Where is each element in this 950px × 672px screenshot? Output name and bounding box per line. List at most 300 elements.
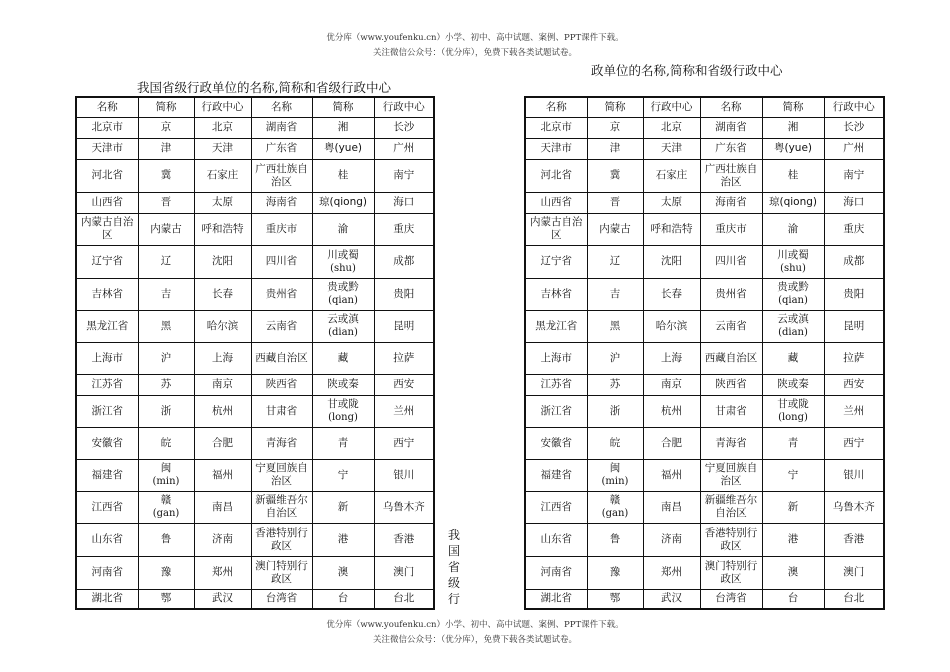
table-cell bbox=[824, 138, 884, 159]
cell-text: 昆明 bbox=[843, 319, 865, 332]
cell-text: 晋 bbox=[160, 196, 172, 208]
table-row bbox=[76, 138, 434, 159]
table-cell bbox=[194, 427, 251, 459]
table-cell bbox=[76, 159, 138, 192]
table-cell bbox=[76, 556, 138, 589]
table-cell bbox=[138, 192, 194, 213]
cell-text: 冀 bbox=[609, 169, 621, 181]
table-cell bbox=[700, 342, 762, 374]
cell-text: 武汉 bbox=[212, 592, 233, 605]
table-cell bbox=[76, 342, 138, 374]
column-header: 名称 bbox=[700, 97, 762, 117]
cell-text: 西安 bbox=[393, 378, 415, 390]
table-cell bbox=[312, 374, 374, 395]
table-row bbox=[525, 374, 884, 395]
table-cell bbox=[587, 459, 643, 491]
cell-text: 南京 bbox=[212, 378, 233, 390]
table-cell bbox=[138, 245, 194, 278]
table-cell bbox=[312, 117, 374, 138]
cell-text: 哈尔滨 bbox=[206, 319, 239, 332]
cell-text: 广西壮族自治区 bbox=[255, 162, 308, 188]
footer-line-2: 关注微信公众号：（优分库），免费下载各类试题试卷。 bbox=[372, 635, 577, 645]
table-cell bbox=[525, 192, 587, 213]
cell-text: 长沙 bbox=[393, 121, 415, 133]
cell-text: 北京市 bbox=[540, 121, 572, 133]
table-cell bbox=[138, 342, 194, 374]
cell-text: 澳门特别行政区 bbox=[255, 559, 308, 585]
cell-text: 渝 bbox=[337, 222, 349, 235]
cell-text: 上海市 bbox=[540, 351, 572, 364]
cell-text: 云或滇 bbox=[327, 313, 359, 325]
table-cell bbox=[525, 556, 587, 589]
table-cell bbox=[824, 117, 884, 138]
cell-text: 琼(qiong) bbox=[768, 196, 818, 208]
cell-text: 福建省 bbox=[91, 468, 123, 481]
table-cell bbox=[312, 523, 374, 556]
cell-text: 哈尔滨 bbox=[655, 319, 688, 332]
cell-text: 浙江省 bbox=[540, 404, 572, 417]
table-cell bbox=[194, 491, 251, 523]
table-cell bbox=[824, 459, 884, 491]
cell-text: 北京市 bbox=[91, 121, 123, 133]
table-row bbox=[76, 395, 434, 427]
cell-text: 宁夏回族自治区 bbox=[704, 462, 758, 487]
cell-text: 桂 bbox=[787, 169, 799, 181]
cell-text: 辽 bbox=[160, 255, 172, 267]
table-row bbox=[525, 213, 884, 245]
column-header: 简称 bbox=[587, 97, 643, 117]
table-cell bbox=[251, 427, 312, 459]
cell-text: 上海 bbox=[212, 351, 233, 364]
table-row bbox=[525, 459, 884, 491]
table-cell bbox=[824, 278, 884, 310]
table-cell bbox=[312, 427, 374, 459]
cell-text: 郑州 bbox=[212, 566, 233, 578]
table-cell bbox=[312, 159, 374, 192]
cell-text: 福州 bbox=[212, 468, 233, 481]
table-cell bbox=[762, 278, 824, 310]
table-cell bbox=[251, 556, 312, 589]
table-row bbox=[525, 192, 884, 213]
table-cell bbox=[251, 395, 312, 427]
left-province-table bbox=[75, 96, 435, 610]
cell-text: 福建省 bbox=[540, 468, 572, 481]
cell-text: 吉 bbox=[160, 287, 172, 300]
table-cell bbox=[138, 589, 194, 609]
cell-text: 郑州 bbox=[661, 566, 682, 578]
cell-text: 昆明 bbox=[393, 319, 415, 332]
table-cell bbox=[76, 278, 138, 310]
table-cell bbox=[194, 374, 251, 395]
cell-text: 长沙 bbox=[843, 121, 865, 133]
cell-text: 新疆维吾尔自治区 bbox=[704, 494, 758, 519]
table-cell bbox=[700, 159, 762, 192]
cell-text: 天津市 bbox=[91, 142, 123, 154]
cell-text: 鲁 bbox=[160, 533, 172, 545]
cell-text: 贵州省 bbox=[715, 287, 747, 300]
table-cell bbox=[643, 395, 700, 427]
cell-text: 闽 bbox=[160, 462, 172, 474]
table-cell bbox=[824, 310, 884, 342]
table-cell bbox=[251, 342, 312, 374]
table-cell bbox=[76, 374, 138, 395]
cell-text: 甘肃省 bbox=[265, 404, 298, 417]
cell-text: 江苏省 bbox=[91, 378, 123, 390]
cell-text: 皖 bbox=[609, 436, 621, 449]
cell-text: 港 bbox=[787, 533, 799, 545]
cell-text: 晋 bbox=[609, 196, 621, 208]
table-row bbox=[76, 310, 434, 342]
cell-text: 拉萨 bbox=[393, 351, 415, 364]
table-cell bbox=[194, 395, 251, 427]
table-cell bbox=[374, 342, 434, 374]
cell-text: 乌鲁木齐 bbox=[382, 500, 425, 513]
table-cell bbox=[251, 159, 312, 192]
table-cell bbox=[643, 523, 700, 556]
cell-text: 湘 bbox=[337, 121, 349, 133]
cell-text: 太原 bbox=[212, 196, 233, 208]
cell-pinyin: (dian) bbox=[778, 327, 808, 338]
cell-text: 海南省 bbox=[715, 196, 747, 208]
cell-pinyin: (qian) bbox=[328, 295, 358, 306]
cell-text: 香港特别行政区 bbox=[704, 526, 758, 552]
table-cell bbox=[251, 245, 312, 278]
table-cell bbox=[587, 192, 643, 213]
table-cell bbox=[824, 589, 884, 609]
cell-text: 甘或陇 bbox=[777, 398, 809, 410]
cell-text: 银川 bbox=[843, 468, 865, 481]
cell-pinyin: (min) bbox=[601, 476, 629, 487]
table-cell bbox=[374, 459, 434, 491]
table-cell bbox=[525, 427, 587, 459]
cell-text: 云或滇 bbox=[777, 313, 809, 325]
cell-text: 南京 bbox=[661, 378, 682, 390]
cell-text: 云南省 bbox=[265, 319, 298, 332]
column-header: 简称 bbox=[762, 97, 824, 117]
table-cell bbox=[374, 138, 434, 159]
table-cell bbox=[76, 523, 138, 556]
cell-text: 青海省 bbox=[715, 436, 747, 449]
cell-text: 上海市 bbox=[91, 351, 123, 364]
table-row bbox=[76, 459, 434, 491]
cell-text: 拉萨 bbox=[843, 351, 865, 364]
cell-text: 沈阳 bbox=[661, 255, 682, 267]
cell-text: 澳门特别行政区 bbox=[704, 559, 758, 585]
table-cell bbox=[587, 395, 643, 427]
table-row bbox=[76, 374, 434, 395]
cell-text: 黑龙江省 bbox=[535, 319, 578, 332]
cell-text: 重庆 bbox=[393, 222, 415, 235]
cell-text: 沈阳 bbox=[212, 255, 233, 267]
cell-text: 湖南省 bbox=[715, 121, 747, 133]
cell-text: 呼和浩特 bbox=[650, 222, 693, 235]
cell-text: 山西省 bbox=[540, 196, 572, 208]
table-cell bbox=[251, 117, 312, 138]
cell-text: 赣 bbox=[160, 494, 172, 506]
cell-text: 江西省 bbox=[91, 500, 123, 513]
table-row bbox=[525, 159, 884, 192]
cell-text: 太原 bbox=[661, 196, 682, 208]
table-cell bbox=[587, 138, 643, 159]
cell-pinyin: (shu) bbox=[330, 262, 356, 274]
cell-text: 广西壮族自治区 bbox=[704, 162, 758, 188]
cell-text: 内蒙古自治区 bbox=[81, 216, 134, 241]
table-cell bbox=[824, 342, 884, 374]
cell-text: 南宁 bbox=[393, 169, 415, 181]
table-cell bbox=[525, 310, 587, 342]
table-cell bbox=[525, 138, 587, 159]
cell-text: 浙 bbox=[160, 404, 172, 417]
cell-text: 新 bbox=[337, 500, 349, 513]
cell-pinyin: (long) bbox=[778, 412, 808, 423]
cell-text: 贵或黔 bbox=[777, 281, 809, 293]
table-cell bbox=[700, 523, 762, 556]
cell-text: 北京 bbox=[212, 121, 233, 133]
column-header: 行政中心 bbox=[824, 97, 884, 117]
cell-text: 沪 bbox=[609, 351, 621, 364]
table-cell bbox=[824, 245, 884, 278]
cell-text: 台 bbox=[337, 592, 349, 605]
cell-text: 黑 bbox=[160, 319, 172, 332]
table-cell bbox=[312, 395, 374, 427]
table-cell bbox=[374, 245, 434, 278]
cell-text: 豫 bbox=[609, 566, 621, 578]
table-cell bbox=[76, 192, 138, 213]
table-cell bbox=[138, 117, 194, 138]
header-line-2: 关注微信公众号：（优分库），免费下载各类试题试卷。 bbox=[372, 48, 577, 58]
table-cell bbox=[587, 342, 643, 374]
table-cell bbox=[138, 395, 194, 427]
table-cell bbox=[374, 556, 434, 589]
cell-text: 冀 bbox=[160, 169, 172, 181]
table-cell bbox=[76, 245, 138, 278]
cell-text: 青 bbox=[337, 436, 349, 449]
cell-text: 黑龙江省 bbox=[86, 319, 129, 332]
cell-text: 广东省 bbox=[265, 142, 298, 154]
table-cell bbox=[587, 213, 643, 245]
table-cell bbox=[824, 491, 884, 523]
cell-text: 武汉 bbox=[661, 592, 682, 605]
table-cell bbox=[762, 159, 824, 192]
cell-text: 澳 bbox=[337, 566, 349, 578]
table-cell bbox=[700, 459, 762, 491]
table-cell bbox=[194, 138, 251, 159]
cell-text: 海口 bbox=[393, 196, 415, 208]
cell-text: 济南 bbox=[212, 533, 233, 545]
table-cell bbox=[76, 138, 138, 159]
table-cell bbox=[251, 459, 312, 491]
table-row bbox=[525, 245, 884, 278]
table-cell bbox=[643, 192, 700, 213]
table-cell bbox=[312, 213, 374, 245]
table-cell bbox=[824, 395, 884, 427]
table-row bbox=[525, 278, 884, 310]
table-cell bbox=[525, 491, 587, 523]
cell-text: 长春 bbox=[661, 287, 682, 300]
cell-text: 吉林省 bbox=[540, 287, 572, 300]
table-cell bbox=[700, 245, 762, 278]
table-row bbox=[76, 213, 434, 245]
table-cell bbox=[374, 374, 434, 395]
cell-text: 鲁 bbox=[609, 533, 621, 545]
table-header-row bbox=[525, 97, 884, 117]
cell-text: 天津市 bbox=[540, 142, 572, 154]
cell-pinyin: (min) bbox=[152, 476, 180, 487]
table-cell bbox=[76, 427, 138, 459]
table-cell bbox=[700, 395, 762, 427]
cell-text: 湖南省 bbox=[265, 121, 298, 133]
table-cell bbox=[700, 192, 762, 213]
table-cell bbox=[700, 491, 762, 523]
table-cell bbox=[587, 427, 643, 459]
right-table-title: 政单位的名称,简称和省级行政中心 bbox=[591, 63, 783, 78]
table-cell bbox=[138, 491, 194, 523]
table-cell bbox=[762, 310, 824, 342]
table-cell bbox=[700, 213, 762, 245]
table-cell bbox=[643, 245, 700, 278]
table-cell bbox=[824, 159, 884, 192]
vertical-title-fragment: 我国省级行 bbox=[447, 528, 460, 606]
cell-text: 重庆市 bbox=[265, 222, 298, 235]
cell-text: 新 bbox=[787, 500, 799, 513]
cell-text: 青 bbox=[787, 436, 799, 449]
cell-text: 济南 bbox=[661, 533, 682, 545]
cell-text: 粤(yue) bbox=[773, 142, 813, 154]
cell-text: 甘肃省 bbox=[715, 404, 747, 417]
cell-text: 台湾省 bbox=[265, 592, 298, 605]
cell-text: 青海省 bbox=[265, 436, 298, 449]
table-cell bbox=[312, 589, 374, 609]
table-row bbox=[76, 342, 434, 374]
table-cell bbox=[374, 213, 434, 245]
cell-text: 江西省 bbox=[540, 500, 572, 513]
cell-text: 吉 bbox=[609, 287, 621, 300]
cell-text: 京 bbox=[609, 121, 621, 133]
table-row bbox=[76, 117, 434, 138]
cell-text: 琼(qiong) bbox=[318, 196, 368, 208]
cell-text: 安徽省 bbox=[540, 436, 572, 449]
table-cell bbox=[762, 459, 824, 491]
table-cell bbox=[643, 310, 700, 342]
cell-text: 山东省 bbox=[540, 533, 572, 545]
table-cell bbox=[824, 374, 884, 395]
table-cell bbox=[762, 192, 824, 213]
table-cell bbox=[643, 427, 700, 459]
table-cell bbox=[138, 213, 194, 245]
table-cell bbox=[525, 159, 587, 192]
table-cell bbox=[138, 374, 194, 395]
table-cell bbox=[525, 278, 587, 310]
table-row bbox=[525, 342, 884, 374]
table-cell bbox=[76, 213, 138, 245]
table-cell bbox=[762, 342, 824, 374]
table-cell bbox=[374, 278, 434, 310]
cell-text: 贵或黔 bbox=[327, 281, 359, 293]
cell-text: 新疆维吾尔自治区 bbox=[255, 494, 308, 519]
table-cell bbox=[525, 245, 587, 278]
right-province-table bbox=[524, 96, 885, 610]
table-cell bbox=[762, 117, 824, 138]
table-row bbox=[76, 523, 434, 556]
cell-text: 南宁 bbox=[843, 169, 865, 181]
column-header: 名称 bbox=[525, 97, 587, 117]
cell-text: 川或蜀 bbox=[777, 248, 809, 261]
table-cell bbox=[525, 459, 587, 491]
cell-text: 重庆市 bbox=[715, 222, 747, 235]
table-cell bbox=[525, 374, 587, 395]
cell-text: 贵阳 bbox=[393, 287, 415, 300]
table-cell bbox=[194, 278, 251, 310]
cell-text: 浙 bbox=[609, 404, 621, 417]
table-cell bbox=[374, 310, 434, 342]
cell-text: 西藏自治区 bbox=[704, 351, 758, 364]
table-cell bbox=[824, 556, 884, 589]
table-cell bbox=[700, 117, 762, 138]
cell-text: 广东省 bbox=[715, 142, 747, 154]
table-cell bbox=[525, 213, 587, 245]
cell-text: 银川 bbox=[393, 468, 415, 481]
table-cell bbox=[251, 523, 312, 556]
table-cell bbox=[374, 159, 434, 192]
cell-pinyin: (long) bbox=[328, 412, 358, 423]
cell-text: 重庆 bbox=[843, 222, 865, 235]
cell-text: 杭州 bbox=[212, 404, 233, 417]
table-cell bbox=[374, 395, 434, 427]
cell-text: 闽 bbox=[609, 462, 621, 474]
cell-text: 杭州 bbox=[661, 404, 682, 417]
cell-text: 四川省 bbox=[715, 255, 747, 267]
table-cell bbox=[374, 523, 434, 556]
table-cell bbox=[762, 556, 824, 589]
cell-text: 山西省 bbox=[91, 196, 123, 208]
cell-text: 石家庄 bbox=[655, 169, 688, 181]
table-cell bbox=[374, 427, 434, 459]
cell-text: 内蒙古自治区 bbox=[530, 216, 583, 241]
table-row bbox=[525, 556, 884, 589]
cell-text: 上海 bbox=[661, 351, 682, 364]
table-cell bbox=[312, 491, 374, 523]
cell-text: 甘或陇 bbox=[327, 398, 359, 410]
table-row bbox=[525, 395, 884, 427]
table-cell bbox=[251, 192, 312, 213]
cell-text: 北京 bbox=[661, 121, 682, 133]
cell-text: 鄂 bbox=[609, 592, 621, 605]
table-row bbox=[76, 159, 434, 192]
table-cell bbox=[824, 213, 884, 245]
table-cell bbox=[700, 278, 762, 310]
cell-text: 云南省 bbox=[715, 319, 747, 332]
table-cell bbox=[312, 459, 374, 491]
cell-text: 合肥 bbox=[212, 436, 233, 449]
table-cell bbox=[643, 556, 700, 589]
table-cell bbox=[762, 589, 824, 609]
table-cell bbox=[643, 278, 700, 310]
table-cell bbox=[251, 589, 312, 609]
cell-text: 内蒙古 bbox=[599, 222, 631, 235]
cell-text: 安徽省 bbox=[91, 436, 123, 449]
cell-text: 西宁 bbox=[843, 436, 865, 449]
column-header: 行政中心 bbox=[643, 97, 700, 117]
cell-text: 黑 bbox=[609, 319, 621, 332]
table-cell bbox=[587, 556, 643, 589]
cell-pinyin: (gan) bbox=[152, 508, 180, 519]
table-cell bbox=[251, 491, 312, 523]
table-cell bbox=[312, 245, 374, 278]
table-row bbox=[76, 491, 434, 523]
table-cell bbox=[374, 117, 434, 138]
cell-text: 台北 bbox=[843, 592, 865, 605]
cell-text: 西藏自治区 bbox=[255, 351, 308, 364]
